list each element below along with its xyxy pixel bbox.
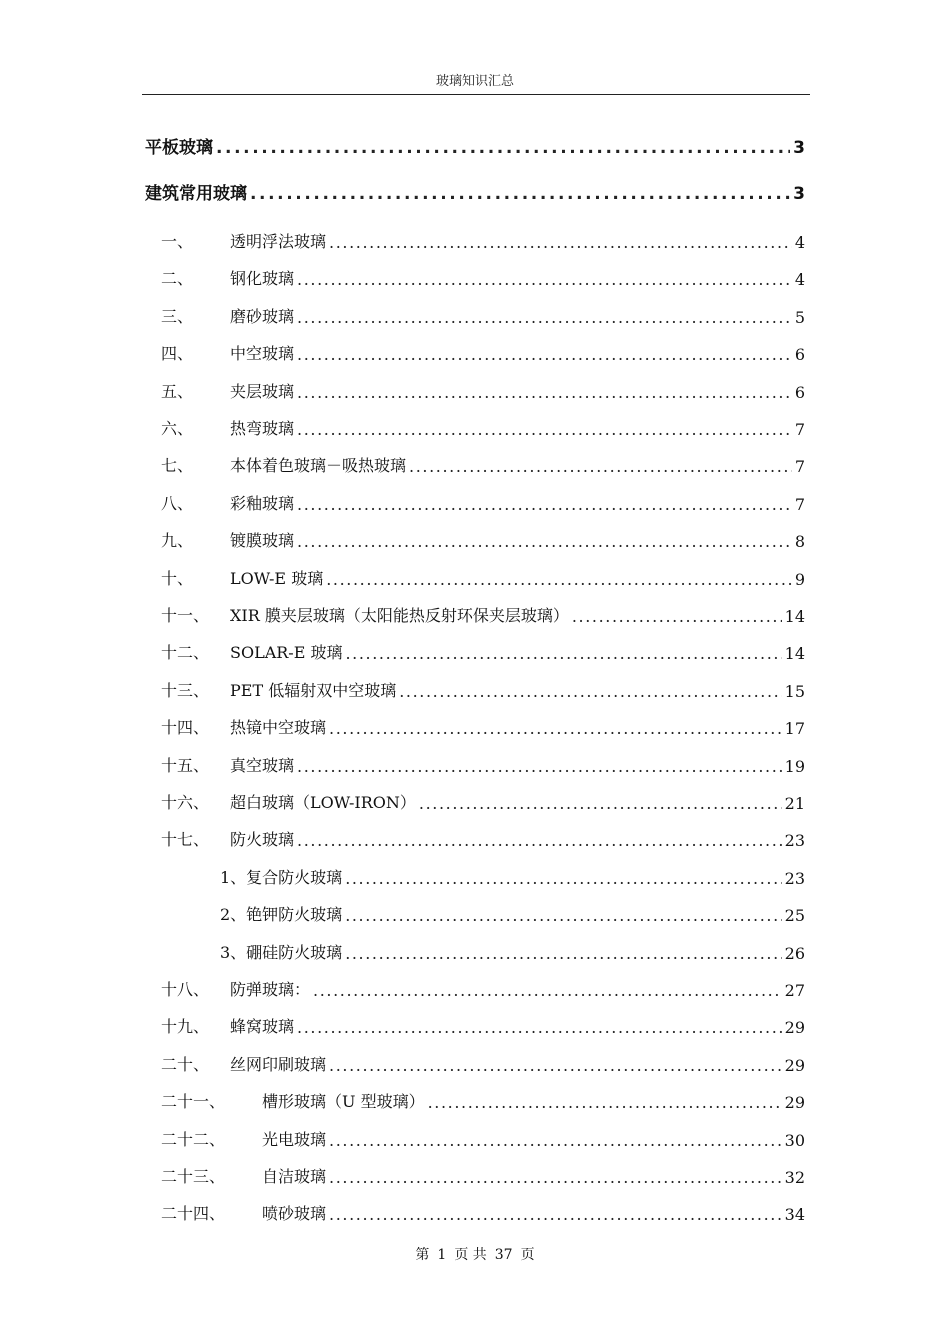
toc-entry-page-number: 3	[793, 138, 805, 158]
toc-entry[interactable]	[0, 602, 950, 626]
toc-entry-number: 六、	[161, 419, 194, 438]
toc-dot-leader	[297, 345, 792, 364]
toc-entry[interactable]	[0, 1088, 950, 1112]
toc-entry-page-number: 7	[794, 420, 805, 439]
toc-entry-title: 防弹玻璃：	[230, 980, 311, 999]
toc-entry-page-number: 6	[794, 345, 805, 365]
toc-dot-leader	[345, 906, 781, 925]
toc-entry-number: 一、	[161, 232, 194, 251]
toc-entry-number: 二十、	[161, 1054, 210, 1074]
toc-entry-page-number: 23	[784, 868, 805, 888]
footer-suffix: 页	[520, 1247, 535, 1263]
toc-entry-title: LOW-E 玻璃	[230, 568, 324, 588]
toc-entry[interactable]	[0, 303, 950, 327]
toc-entry-title: 镀膜玻璃	[230, 531, 295, 551]
toc-entry-number: 十六、	[161, 793, 210, 812]
toc-entry-title: 1、复合防火玻璃	[220, 867, 343, 887]
toc-dot-leader	[297, 1018, 782, 1037]
toc-entry[interactable]	[0, 864, 950, 888]
toc-dot-leader	[297, 757, 782, 776]
toc-entry-number: 十、	[161, 568, 194, 588]
toc-entry-page-number: 32	[784, 1168, 805, 1187]
toc-dot-leader	[345, 944, 781, 963]
toc-entry-number: 十二、	[161, 643, 210, 663]
toc-entry-page-number: 5	[794, 307, 805, 327]
toc-dot-leader	[250, 184, 790, 204]
toc-entry-page-number: 29	[784, 1055, 805, 1075]
toc-entry-page-number: 27	[784, 981, 805, 1000]
toc-entry[interactable]	[0, 1163, 950, 1187]
toc-entry-title: 夹层玻璃	[230, 381, 295, 401]
toc-dot-leader	[329, 1205, 782, 1224]
toc-entry-number: 十三、	[161, 680, 210, 700]
toc-entry-page-number: 26	[784, 943, 805, 963]
toc-dot-leader	[572, 607, 782, 626]
toc-entry[interactable]	[0, 1200, 950, 1224]
toc-entry-page-number: 29	[784, 1093, 805, 1113]
toc-entry-number: 三、	[161, 306, 194, 326]
toc-entry-number: 四、	[161, 344, 194, 364]
footer-current-page: 1	[437, 1247, 447, 1263]
toc-entry-number: 五、	[161, 381, 194, 401]
toc-dot-leader	[297, 383, 792, 402]
toc-entry-number: 十五、	[161, 755, 210, 775]
toc-entry[interactable]	[0, 340, 950, 364]
toc-dot-leader	[313, 981, 782, 1000]
toc-entry-title: 丝网印刷玻璃	[230, 1054, 327, 1074]
toc-entry-title: 彩釉玻璃	[230, 493, 295, 513]
toc-entry[interactable]	[0, 452, 950, 476]
toc-entry-title: 本体着色玻璃－吸热玻璃	[230, 456, 407, 476]
toc-entry-page-number: 25	[784, 906, 805, 926]
toc-entry-number: 二十二、	[161, 1129, 226, 1149]
toc-dot-leader	[345, 869, 781, 888]
page-header: 玻璃知识汇总	[435, 74, 514, 89]
footer-prefix: 第	[415, 1247, 430, 1263]
toc-entry[interactable]	[0, 714, 950, 738]
toc-entry-page-number: 23	[784, 831, 805, 851]
toc-entry-page-number: 4	[794, 270, 805, 290]
toc-entry-number: 九、	[161, 531, 194, 551]
toc-entry-title: 2、铯钾防火玻璃	[220, 905, 343, 925]
toc-entry[interactable]	[0, 378, 950, 402]
toc-entry-page-number: 14	[784, 607, 805, 626]
toc-entry[interactable]	[0, 826, 950, 850]
toc-entry-title: 热弯玻璃	[230, 419, 295, 438]
toc-entry-page-number: 14	[784, 644, 805, 664]
toc-entry-page-number: 9	[794, 569, 805, 589]
toc-entry-title: 槽形玻璃（U 型玻璃）	[262, 1092, 425, 1112]
toc-entry-page-number: 7	[794, 457, 805, 477]
toc-entry-page-number: 29	[784, 1018, 805, 1038]
toc-dot-leader	[345, 644, 781, 663]
toc-entry-title: 建筑常用玻璃	[145, 184, 247, 204]
toc-entry-number: 十四、	[161, 718, 210, 738]
toc-entry[interactable]	[0, 134, 950, 158]
toc-entry-title: 超白玻璃（LOW-IRON）	[230, 793, 416, 812]
toc-entry-page-number: 3	[793, 184, 805, 204]
toc-dot-leader	[297, 308, 792, 327]
toc-dot-leader	[428, 1093, 782, 1112]
toc-entry[interactable]	[0, 180, 950, 204]
toc-entry[interactable]	[0, 976, 950, 1000]
toc-entry[interactable]	[0, 939, 950, 963]
toc-entry-number: 二十三、	[161, 1167, 226, 1186]
toc-entry-page-number: 6	[794, 382, 805, 402]
toc-entry-title: 透明浮法玻璃	[230, 232, 327, 251]
toc-dot-leader	[419, 794, 782, 813]
toc-entry-page-number: 19	[784, 756, 805, 776]
toc-dot-leader	[329, 1056, 782, 1075]
toc-entry-title: SOLAR-E 玻璃	[230, 643, 343, 663]
toc-entry[interactable]	[0, 1051, 950, 1075]
toc-entry-page-number: 4	[794, 233, 805, 252]
toc-entry[interactable]	[0, 490, 950, 514]
toc-entry-number: 十九、	[161, 1017, 210, 1037]
toc-entry-page-number: 17	[784, 719, 805, 739]
toc-entry-title: 钢化玻璃	[230, 269, 295, 289]
toc-entry[interactable]	[0, 1013, 950, 1037]
toc-entry-title: 真空玻璃	[230, 755, 295, 775]
toc-entry-page-number: 15	[784, 681, 805, 701]
toc-entry-number: 二十一、	[161, 1092, 226, 1112]
toc-entry-page-number: 21	[784, 794, 805, 813]
toc-entry-number: 七、	[161, 456, 194, 476]
toc-entry[interactable]	[0, 677, 950, 701]
toc-entry-title: 平板玻璃	[145, 138, 213, 158]
toc-entry-page-number: 8	[794, 532, 805, 552]
toc-entry-number: 二、	[161, 269, 194, 289]
toc-dot-leader	[297, 270, 792, 289]
toc-entry[interactable]	[0, 565, 950, 589]
toc-entry-title: XIR 膜夹层玻璃（太阳能热反射环保夹层玻璃）	[230, 606, 569, 625]
toc-entry-number: 十七、	[161, 830, 210, 850]
toc-entry-title: 中空玻璃	[230, 344, 295, 364]
toc-entry-title: 喷砂玻璃	[262, 1204, 327, 1224]
toc-dot-leader	[329, 1168, 782, 1187]
toc-dot-leader	[297, 420, 792, 439]
footer-mid: 页 共	[454, 1247, 487, 1263]
footer-total-pages: 37	[494, 1247, 513, 1263]
toc-dot-leader	[326, 570, 792, 589]
toc-entry-number: 二十四、	[161, 1204, 226, 1224]
toc-entry-title: 光电玻璃	[262, 1129, 327, 1149]
toc-entry[interactable]	[0, 265, 950, 289]
toc-entry[interactable]	[0, 901, 950, 925]
toc-entry-title: PET 低辐射双中空玻璃	[230, 680, 397, 700]
toc-entry-title: 热镜中空玻璃	[230, 718, 327, 738]
toc-entry[interactable]	[0, 415, 950, 439]
toc-entry[interactable]	[0, 1126, 950, 1150]
toc-entry-title: 防火玻璃	[230, 830, 295, 850]
toc-entry-number: 十一、	[161, 606, 210, 625]
toc-entry-title: 磨砂玻璃	[230, 306, 295, 326]
toc-entry-number: 八、	[161, 493, 194, 513]
toc-entry-title: 3、硼硅防火玻璃	[220, 942, 343, 962]
toc-dot-leader	[297, 495, 792, 514]
toc-entry-page-number: 34	[784, 1205, 805, 1225]
toc-dot-leader	[409, 457, 792, 476]
toc-entry-page-number: 30	[784, 1130, 805, 1150]
toc-dot-leader	[297, 831, 782, 850]
page-footer	[0, 1244, 950, 1264]
toc-dot-leader	[297, 532, 792, 551]
toc-entry-page-number: 7	[794, 494, 805, 514]
toc-entry[interactable]	[0, 752, 950, 776]
toc-entry-title: 自洁玻璃	[262, 1167, 327, 1186]
toc-dot-leader	[329, 1131, 782, 1150]
toc-entry[interactable]	[0, 789, 950, 813]
toc-entry[interactable]	[0, 639, 950, 663]
toc-dot-leader	[329, 719, 782, 738]
toc-entry[interactable]	[0, 527, 950, 551]
toc-entry[interactable]	[0, 228, 950, 252]
toc-entry-number: 十八、	[161, 980, 210, 999]
toc-dot-leader	[399, 682, 781, 701]
toc-entry-title: 蜂窝玻璃	[230, 1017, 295, 1037]
toc-dot-leader	[216, 138, 790, 158]
toc-dot-leader	[329, 233, 792, 252]
